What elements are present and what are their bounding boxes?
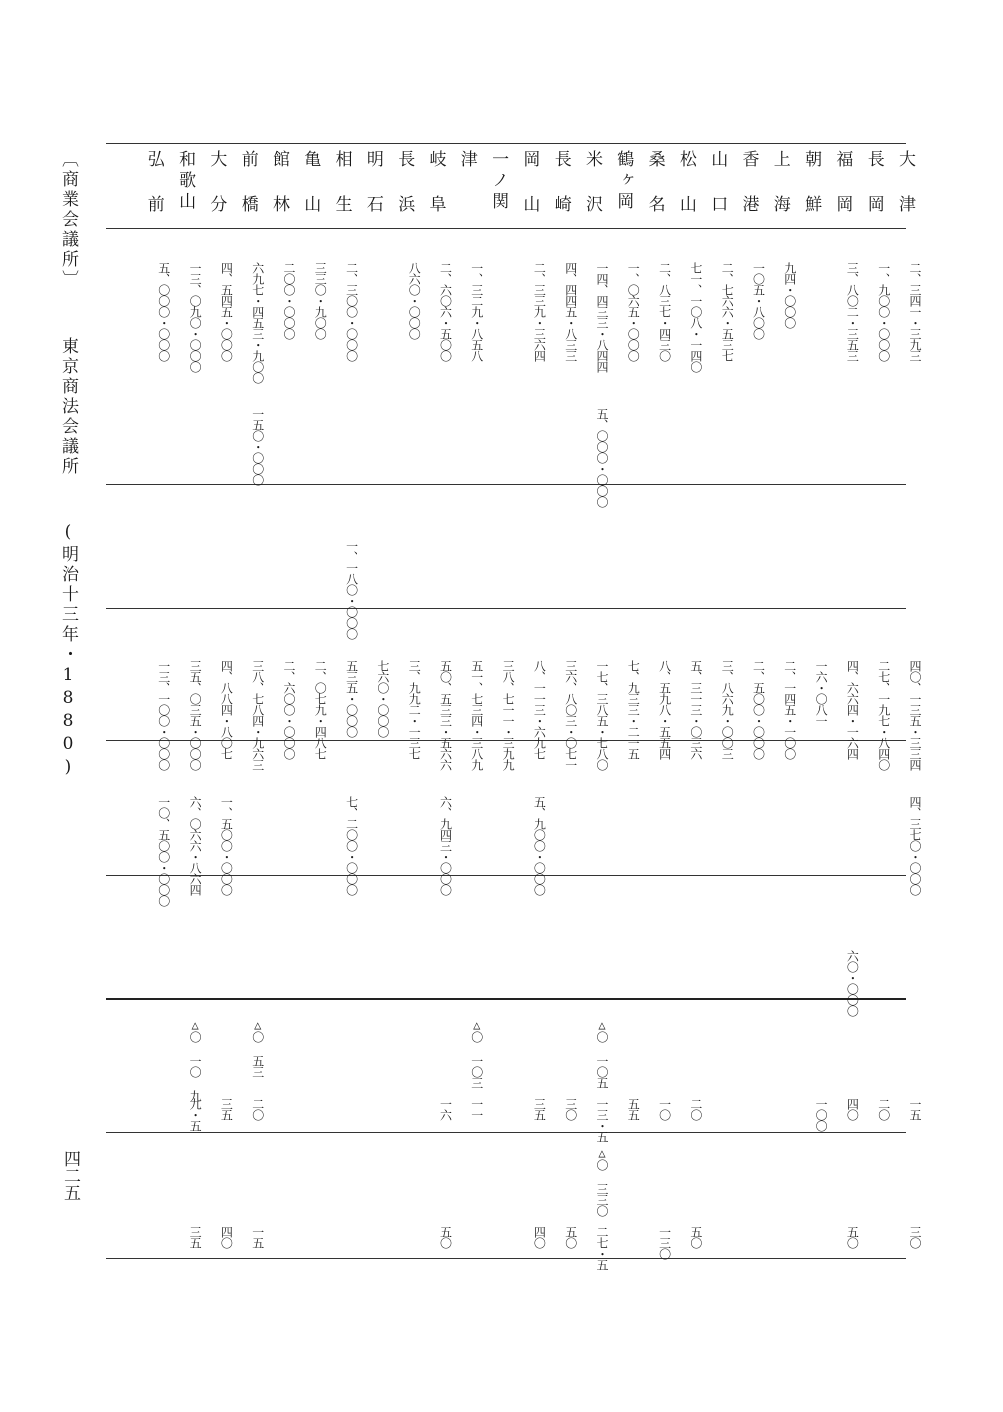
table-cell-c1: 六九七・四五三・九〇〇: [250, 262, 265, 383]
column-name: 前 橋: [237, 150, 258, 216]
column-name: 亀 山: [300, 150, 321, 216]
table-cell-c10: 四〇: [219, 1226, 234, 1248]
table-cell-c5: 六、〇六六・八六四: [188, 796, 203, 895]
table-cell-c8: 四〇: [845, 1098, 860, 1120]
page-number: 四二五: [60, 1150, 80, 1201]
table-cell-c10: 二七・五: [595, 1226, 609, 1270]
table-cell-c1: 一、九〇〇・〇〇〇: [876, 262, 891, 361]
table-cell-c10: 一五: [250, 1226, 265, 1248]
column-name: 桑 名: [644, 150, 665, 216]
table-cell-c2: 五、〇〇〇・〇〇〇: [595, 408, 609, 507]
table-cell-c1: 三三〇・九〇〇: [313, 262, 328, 339]
table-cell-c4: 四〇、一三五・三三四: [908, 660, 922, 770]
table-cell-c1: 一三、〇九〇・〇〇〇: [188, 262, 203, 372]
table-cell-c7: △〇 一〇 九: [188, 1018, 203, 1101]
column-name: 大 分: [206, 150, 227, 216]
table-cell-c1: 三、八〇二・三五三: [845, 262, 860, 361]
table-cell-c9: △〇 三三〇: [595, 1146, 609, 1216]
table-cell-c1: 四、五四五・〇〇〇: [219, 262, 234, 361]
table-cell-c10: 一三〇: [657, 1226, 672, 1259]
table-cell-c1: 四、四四五・八三三: [563, 262, 578, 361]
table-cell-c6: 六〇・〇〇〇: [845, 950, 860, 1016]
column-name: 和歌山: [175, 150, 196, 213]
column-name: 弘 前: [143, 150, 164, 216]
table-cell-c8: 一六: [438, 1098, 453, 1120]
document-title: 東京商法会議所: [58, 337, 78, 477]
column-name: 福 岡: [832, 150, 853, 216]
table-cell-c5: 七、二〇〇・〇〇〇: [344, 796, 359, 895]
table-cell-c7: △〇 一〇五: [595, 1018, 609, 1088]
column-name: 相 生: [331, 150, 352, 216]
table-cell-c4: 三、九九二・一三七: [407, 660, 422, 759]
table-cell-c4: 四、六六四・一六四: [845, 660, 860, 759]
table-cell-c8: 一五: [908, 1098, 922, 1120]
table-cell-c1: 二〇〇・〇〇〇: [282, 262, 296, 339]
table-cell-c10: 四〇: [532, 1226, 547, 1248]
table-cell-c3: 一、一八〇・〇〇〇: [344, 540, 359, 639]
table-cell-c5: 五、九〇〇・〇〇〇: [532, 796, 547, 895]
column-name: 米 沢: [582, 150, 602, 216]
table-cell-c4: 三五、〇三五・〇〇〇: [188, 660, 203, 770]
table-cell-c10: 五〇: [688, 1226, 703, 1248]
table-cell-c4: 三、八六九・〇〇三: [720, 660, 735, 759]
table-cell-c5: 四、三七〇・〇〇〇: [908, 796, 922, 895]
table-cell-c4: 四、八八四・八〇七: [219, 660, 234, 759]
table-cell-c1: 二、三三九・三六四: [532, 262, 547, 361]
band-rule-2: [106, 608, 906, 609]
table-cell-c8: 三五: [532, 1098, 547, 1120]
table-cell-c4: 八、一一三・六九七: [532, 660, 547, 759]
table-cell-c5: 六、九四三・〇〇〇: [438, 796, 453, 895]
column-name: 朝 鮮: [801, 150, 822, 216]
table-cell-c4: 一七、三八五・七八〇: [595, 660, 609, 770]
table-cell-c7: △〇 五三: [250, 1018, 265, 1077]
table-cell-c4: 七六〇・〇〇〇: [375, 660, 390, 737]
column-name: 香 港: [738, 150, 759, 216]
table-top-rule: [106, 143, 906, 144]
table-cell-c1: 一、三二九・八五八: [469, 262, 484, 361]
table-cell-c4: 五三五・〇〇〇: [344, 660, 359, 737]
table-cell-c4: 一三、一〇〇・〇〇〇: [156, 660, 171, 770]
table-cell-c8: 三〇: [563, 1098, 578, 1120]
table-cell-c4: 三六、八〇三・〇七一: [563, 660, 578, 770]
column-name: 松 山: [675, 150, 696, 216]
column-name: 長 浜: [394, 150, 415, 216]
table-cell-c8: 一三・五: [595, 1098, 609, 1142]
band-rule-6: [106, 1132, 906, 1133]
table-cell-c1: 五、〇〇〇・〇〇〇: [156, 262, 171, 361]
table-cell-c1: 一〇五・八〇〇: [751, 262, 766, 339]
table-cell-c1: 二、三四一・三九三: [908, 262, 922, 361]
column-name: 大 津: [895, 150, 915, 216]
column-name: 山 口: [707, 150, 728, 216]
table-cell-c8: 一〇: [657, 1098, 672, 1120]
table-cell-c4: 二、〇七九・四八七: [313, 660, 328, 759]
table-cell-c10: 三〇: [908, 1226, 922, 1248]
table-cell-c10: 五〇: [845, 1226, 860, 1248]
band-rule-1: [106, 484, 906, 485]
table-cell-c5: 一、五〇〇・〇〇〇: [219, 796, 234, 895]
table-cell-c4: 二、一四五・一〇〇: [782, 660, 797, 759]
table-cell-c1: 二、七六六・五三七: [720, 262, 735, 361]
table-cell-c8: 九・五: [188, 1098, 203, 1131]
table-cell-c1: 八六〇・〇〇〇: [407, 262, 422, 339]
table-bottom-rule: [106, 1258, 906, 1259]
column-name: 一ノ関: [488, 150, 509, 213]
table-cell-c4: 二、六〇〇・〇〇〇: [282, 660, 296, 759]
header-rule: [106, 228, 906, 229]
table-cell-c10: 五〇: [438, 1226, 453, 1248]
table-cell-c8: 二〇: [876, 1098, 891, 1120]
table-cell-c4: 五、三一三・〇三六: [688, 660, 703, 759]
table-cell-c8: 五五: [626, 1098, 641, 1120]
table-cell-c10: 五〇: [563, 1226, 578, 1248]
column-name: 津: [456, 150, 477, 171]
table-cell-c8: 二〇: [688, 1098, 703, 1120]
table-cell-c4: 二七、一九七・八四〇: [876, 660, 891, 770]
table-cell-c1: 二、六〇六・五〇〇: [438, 262, 453, 361]
table-cell-c1: 一四、四三三・八四四: [595, 262, 609, 372]
column-name: 上 海: [769, 150, 790, 216]
table-cell-c1: 七一、一〇八・一四〇: [688, 262, 703, 372]
table-cell-c10: 三五: [188, 1226, 203, 1248]
left-margin: [56, 150, 81, 780]
column-name: 長 岡: [863, 150, 884, 216]
column-name: 長 崎: [550, 150, 571, 216]
table-cell-c2: 一五〇・〇〇〇: [250, 408, 265, 485]
table-cell-c8: 三五: [219, 1098, 234, 1120]
section-label: 〔商業会議所〕: [58, 150, 78, 290]
table-cell-c1: 九四・〇〇〇: [782, 262, 797, 328]
table-cell-c8: 一一: [469, 1098, 484, 1120]
table-cell-c4: 八、五九八・五五四: [657, 660, 672, 759]
band-rule-5: [106, 998, 906, 1000]
document-date: (明治十三年・1880): [58, 522, 78, 780]
table-cell-c5: 一〇、五〇〇・〇〇〇: [156, 796, 171, 906]
table-cell-c1: 二、三〇〇・〇〇〇: [344, 262, 359, 361]
table-cell-c4: 二、五〇〇・〇〇〇: [751, 660, 766, 759]
table-cell-c4: 五一、七三四・三八九: [469, 660, 484, 770]
table-cell-c4: 七、九三三・二一五: [626, 660, 641, 759]
table-cell-c1: 一、〇六五・〇〇〇: [626, 262, 641, 361]
table-cell-c8: 一〇〇: [814, 1098, 829, 1131]
table-cell-c4: 三八、七一一・三九九: [501, 660, 516, 770]
column-name: 岐 阜: [425, 150, 446, 216]
column-name: 鶴ヶ岡: [613, 150, 634, 213]
column-name: 明 石: [362, 150, 383, 216]
column-name: 岡 山: [519, 150, 540, 216]
column-name: 館 林: [269, 150, 289, 216]
table-cell-c4: 三八、七八四・九六三: [250, 660, 265, 770]
table-cell-c4: 一六・〇八一: [814, 660, 829, 726]
table-cell-c7: △〇 一〇三: [469, 1018, 484, 1088]
table-cell-c8: 二〇: [250, 1098, 265, 1120]
table-cell-c4: 五〇、五三三・五六六: [438, 660, 453, 770]
table-cell-c1: 二、八三七・四三〇: [657, 262, 672, 361]
